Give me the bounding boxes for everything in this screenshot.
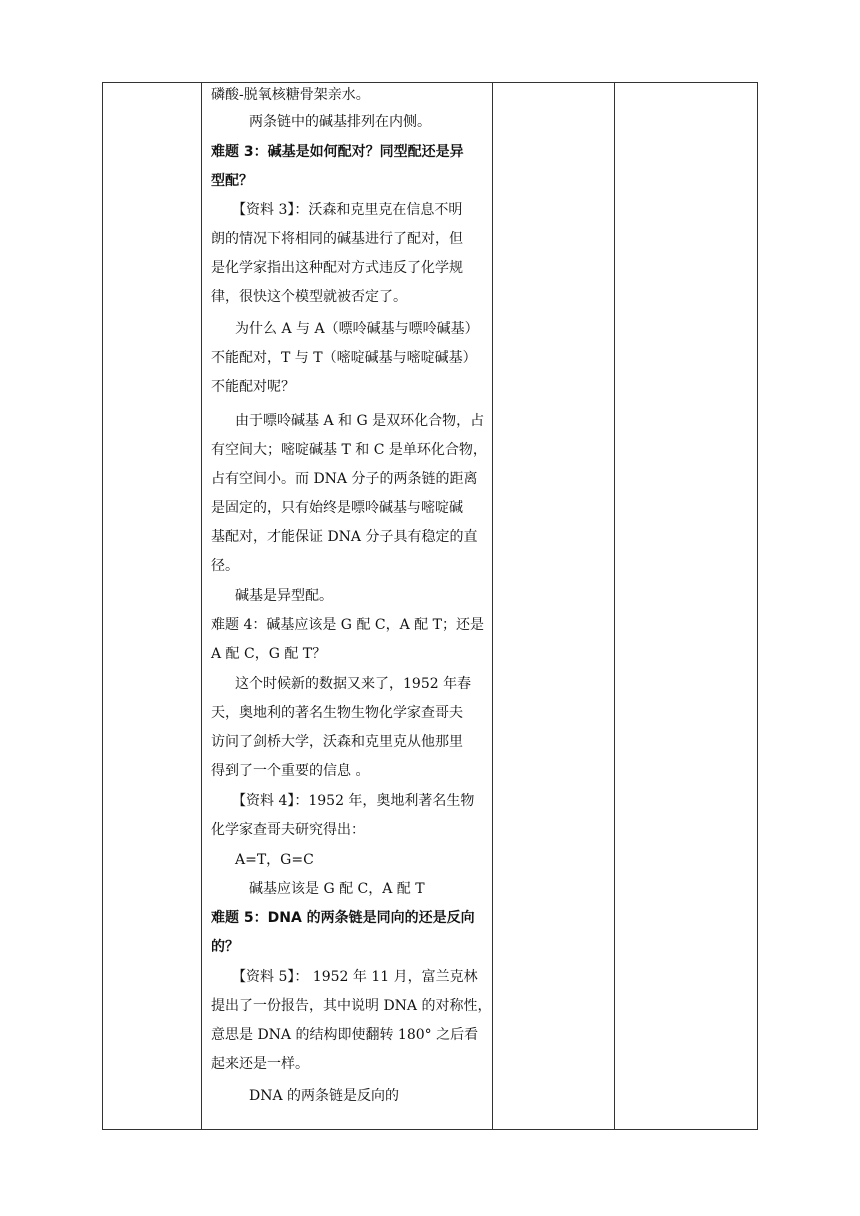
column-divider bbox=[201, 83, 202, 1129]
text-line: 有空间大；嘧啶碱基 T 和 C 是单环化合物， bbox=[211, 442, 487, 458]
text-line: A 配 C，G 配 T？ bbox=[211, 646, 327, 662]
text-line: 【资料 4】：1952 年，奥地利著名生物 bbox=[232, 793, 475, 809]
text-line: 意思是 DNA 的结构即使翻转 180° 之后看 bbox=[211, 1027, 479, 1043]
text-line: 访问了剑桥大学，沃森和克里克从他那里 bbox=[211, 734, 463, 750]
text-line: 为什么 A 与 A（嘌呤碱基与嘌呤碱基） bbox=[235, 321, 479, 337]
text-line: 是固定的，只有始终是嘌呤碱基与嘧啶碱 bbox=[211, 500, 463, 516]
text-line: 由于嘌呤碱基 A 和 G 是双环化合物，占 bbox=[235, 413, 485, 429]
text-line: 两条链中的碱基排列在内侧。 bbox=[249, 114, 431, 130]
text-line: 天，奥地利的著名生物生物化学家查哥夫 bbox=[211, 705, 463, 721]
text-line: 起来还是一样。 bbox=[211, 1056, 309, 1072]
text-line: 【资料 5】： 1952 年 11 月，富兰克林 bbox=[232, 969, 478, 985]
text-line: 律，很快这个模型就被否定了。 bbox=[211, 289, 407, 305]
heading-difficulty-5: 难题 5：DNA 的两条链是同向的还是反向 bbox=[211, 910, 475, 926]
text-line: 占有空间小。而 DNA 分子的两条链的距离 bbox=[211, 471, 478, 487]
text-line: 不能配对，T 与 T（嘧啶碱基与嘧啶碱基） bbox=[211, 350, 477, 366]
text-line: 【资料 3】：沃森和克里克在信息不明 bbox=[232, 202, 463, 218]
lesson-table bbox=[102, 82, 758, 1130]
text-line: 是化学家指出这种配对方式违反了化学规 bbox=[211, 260, 463, 276]
heading-difficulty-5-cont: 的？ bbox=[211, 939, 239, 955]
text-line: 提出了一份报告，其中说明 DNA 的对称性， bbox=[211, 998, 492, 1014]
text-line: 朗的情况下将相同的碱基进行了配对，但 bbox=[211, 231, 463, 247]
heading-difficulty-4: 难题 4：碱基应该是 G 配 C，A 配 T；还是 bbox=[211, 617, 484, 633]
text-line: 得到了一个重要的信息 。 bbox=[211, 763, 370, 779]
text-line: 化学家查哥夫研究得出： bbox=[211, 822, 365, 838]
column-divider bbox=[492, 83, 493, 1129]
text-line: 基配对，才能保证 DNA 分子具有稳定的直 bbox=[211, 529, 478, 545]
text-line: 不能配对呢？ bbox=[211, 379, 295, 395]
text-line: 径。 bbox=[211, 558, 239, 574]
text-line: DNA 的两条链是反向的 bbox=[249, 1088, 400, 1104]
text-line: 碱基是异型配。 bbox=[235, 588, 333, 604]
text-line: 磷酸-脱氧核糖骨架亲水。 bbox=[211, 87, 370, 103]
heading-difficulty-3: 难题 3：碱基是如何配对？同型配还是异 bbox=[211, 144, 464, 160]
text-line: A=T，G=C bbox=[235, 852, 314, 868]
text-line: 碱基应该是 G 配 C，A 配 T bbox=[249, 881, 425, 897]
text-line: 这个时候新的数据又来了，1952 年春 bbox=[235, 676, 472, 692]
heading-difficulty-3-cont: 型配？ bbox=[211, 173, 253, 189]
column-divider bbox=[614, 83, 615, 1129]
